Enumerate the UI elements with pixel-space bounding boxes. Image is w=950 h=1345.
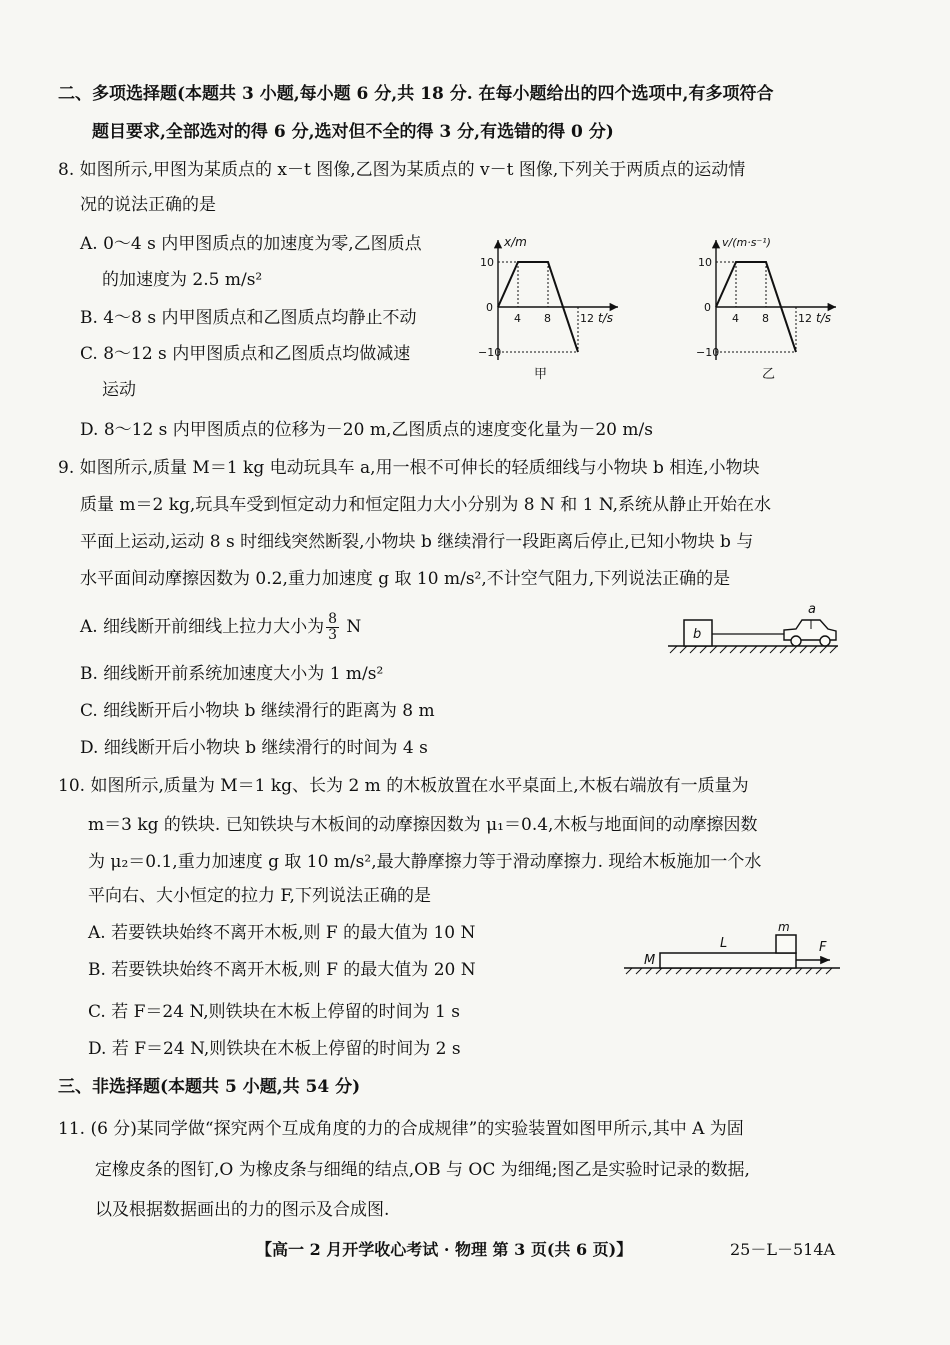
q8-stem-line2: 况的说法正确的是 xyxy=(80,195,216,215)
q11-stem-line3: 以及根据数据画出的力的图示及合成图. xyxy=(95,1200,390,1220)
board-mass-label: M xyxy=(644,953,656,968)
q11-stem-line2: 定橡皮条的图钉,O 为橡皮条与细绳的结点,OB 与 OC 为细绳;图乙是实验时记录的数据, xyxy=(95,1160,750,1180)
tick-y-0: 0 xyxy=(704,301,711,314)
graph-caption: 乙 xyxy=(762,367,776,382)
tick-x-12: 12 xyxy=(798,312,812,325)
graph-caption: 甲 xyxy=(534,367,548,382)
force-label: F xyxy=(819,940,827,955)
ground-hatch xyxy=(670,646,837,653)
tick-x-8: 8 xyxy=(544,312,551,325)
y-axis-label: v/(m·s⁻¹) xyxy=(722,236,771,249)
q9-option-d: D. 细线断开后小物块 b 继续滑行的时间为 4 s xyxy=(80,738,428,758)
q9-stem-line1: 9. 如图所示,质量 M＝1 kg 电动玩具车 a,用一根不可伸长的轻质细线与小物块 b 相连,小物块 xyxy=(58,458,760,478)
tick-y-neg10: −10 xyxy=(696,346,720,359)
q8-option-b: B. 4～8 s 内甲图质点和乙图质点均静止不动 xyxy=(80,308,417,328)
car-a-label: a xyxy=(808,602,816,617)
block-b-label: b xyxy=(693,627,702,642)
q10-option-a: A. 若要铁块始终不离开木板,则 F 的最大值为 10 N xyxy=(88,923,476,943)
tick-y-10: 10 xyxy=(480,256,494,269)
q8-option-c-line1: C. 8～12 s 内甲图质点和乙图质点均做减速 xyxy=(80,344,411,364)
x-axis-label: t/s xyxy=(598,311,613,325)
q8-option-d: D. 8～12 s 内甲图质点的位移为－20 m,乙图质点的速度变化量为－20 m/s xyxy=(80,420,653,440)
tick-x-4: 4 xyxy=(732,312,739,325)
q8-stem-line1: 8. 如图所示,甲图为某质点的 x－t 图像,乙图为某质点的 v－t 图像,下列关于两质点的运动情 xyxy=(58,160,746,180)
q9-stem-line3: 平面上运动,运动 8 s 时细线突然断裂,小物块 b 继续滑行一段距离后停止,已知小物块 b 与 xyxy=(80,532,754,552)
q8-option-a-line1: A. 0～4 s 内甲图质点的加速度为零,乙图质点 xyxy=(80,234,422,254)
fraction-numerator: 8 xyxy=(328,611,338,627)
q9-option-a-fraction xyxy=(326,612,339,643)
fraction-denominator: 3 xyxy=(328,627,338,643)
q9-option-c: C. 细线断开后小物块 b 继续滑行的距离为 8 m xyxy=(80,701,435,721)
tick-y-neg10: −10 xyxy=(478,346,502,359)
q10-stem-line4: 平向右、大小恒定的拉力 F,下列说法正确的是 xyxy=(88,886,431,906)
q9-option-a xyxy=(80,612,361,643)
q9-option-a-text: A. 细线断开前细线上拉力大小为 xyxy=(80,617,325,637)
page-footer: 【高一 2 月开学收心考试 · 物理 第 3 页(共 6 页)】 xyxy=(256,1240,633,1259)
q11-stem-line1: 11. (6 分)某同学做“探究两个互成角度的力的合成规律”的实验装置如图甲所示,其中 A 为固 xyxy=(58,1119,744,1139)
q9-option-a-unit: N xyxy=(341,617,362,637)
car-wheel-front xyxy=(820,636,830,646)
iron-block xyxy=(776,935,796,953)
section3-title: 三、非选择题(本题共 5 小题,共 54 分) xyxy=(58,1077,361,1097)
tick-y-10: 10 xyxy=(698,256,712,269)
table-hatch xyxy=(626,968,832,974)
paper-code: 25－L－514A xyxy=(730,1240,836,1259)
tick-x-4: 4 xyxy=(514,312,521,325)
board xyxy=(660,953,796,968)
q10-figure xyxy=(620,918,846,976)
q10-stem-line2: m＝3 kg 的铁块. 已知铁块与木板间的动摩擦因数为 μ₁＝0.4,木板与地面间的动摩擦因数 xyxy=(88,815,758,835)
section2-title-line2: 题目要求,全部选对的得 6 分,选对但不全的得 3 分,有选错的得 0 分) xyxy=(92,122,614,142)
car-wheel-rear xyxy=(791,636,801,646)
tick-y-0: 0 xyxy=(486,301,493,314)
q10-stem-line3: 为 μ₂＝0.1,重力加速度 g 取 10 m/s²,最大静摩擦力等于滑动摩擦力. 现给木板施加一个水 xyxy=(88,852,762,872)
tick-x-12: 12 xyxy=(580,312,594,325)
q9-stem-line2: 质量 m＝2 kg,玩具车受到恒定动力和恒定阻力大小分别为 8 N 和 1 N,系统从静止开始在水 xyxy=(80,495,772,515)
q10-option-d: D. 若 F＝24 N,则铁块在木板上停留的时间为 2 s xyxy=(88,1039,461,1059)
section2-title-line1: 二、多项选择题(本题共 3 小题,每小题 6 分,共 18 分. 在每小题给出的四个选项中,有多项符合 xyxy=(58,84,774,104)
block-mass-label: m xyxy=(778,920,790,934)
q10-option-c: C. 若 F＝24 N,则铁块在木板上停留的时间为 1 s xyxy=(88,1002,460,1022)
q8-graph-yi xyxy=(696,232,846,382)
q9-stem-line4: 水平面间动摩擦因数为 0.2,重力加速度 g 取 10 m/s²,不计空气阻力,下列说法正确的是 xyxy=(80,569,731,589)
q9-option-b: B. 细线断开前系统加速度大小为 1 m/s² xyxy=(80,664,384,684)
q9-figure xyxy=(664,600,844,662)
q10-stem-line1: 10. 如图所示,质量为 M＝1 kg、长为 2 m 的木板放置在水平桌面上,木板右端放有一质量为 xyxy=(58,776,749,796)
q8-graph-jia xyxy=(478,232,628,382)
q8-option-c-line2: 运动 xyxy=(102,380,136,400)
x-axis-label: t/s xyxy=(816,311,831,325)
board-length-label: L xyxy=(720,936,728,951)
y-axis-label: x/m xyxy=(504,235,527,249)
tick-x-8: 8 xyxy=(762,312,769,325)
q10-option-b: B. 若要铁块始终不离开木板,则 F 的最大值为 20 N xyxy=(88,960,476,980)
q8-option-a-line2: 的加速度为 2.5 m/s² xyxy=(102,270,263,290)
